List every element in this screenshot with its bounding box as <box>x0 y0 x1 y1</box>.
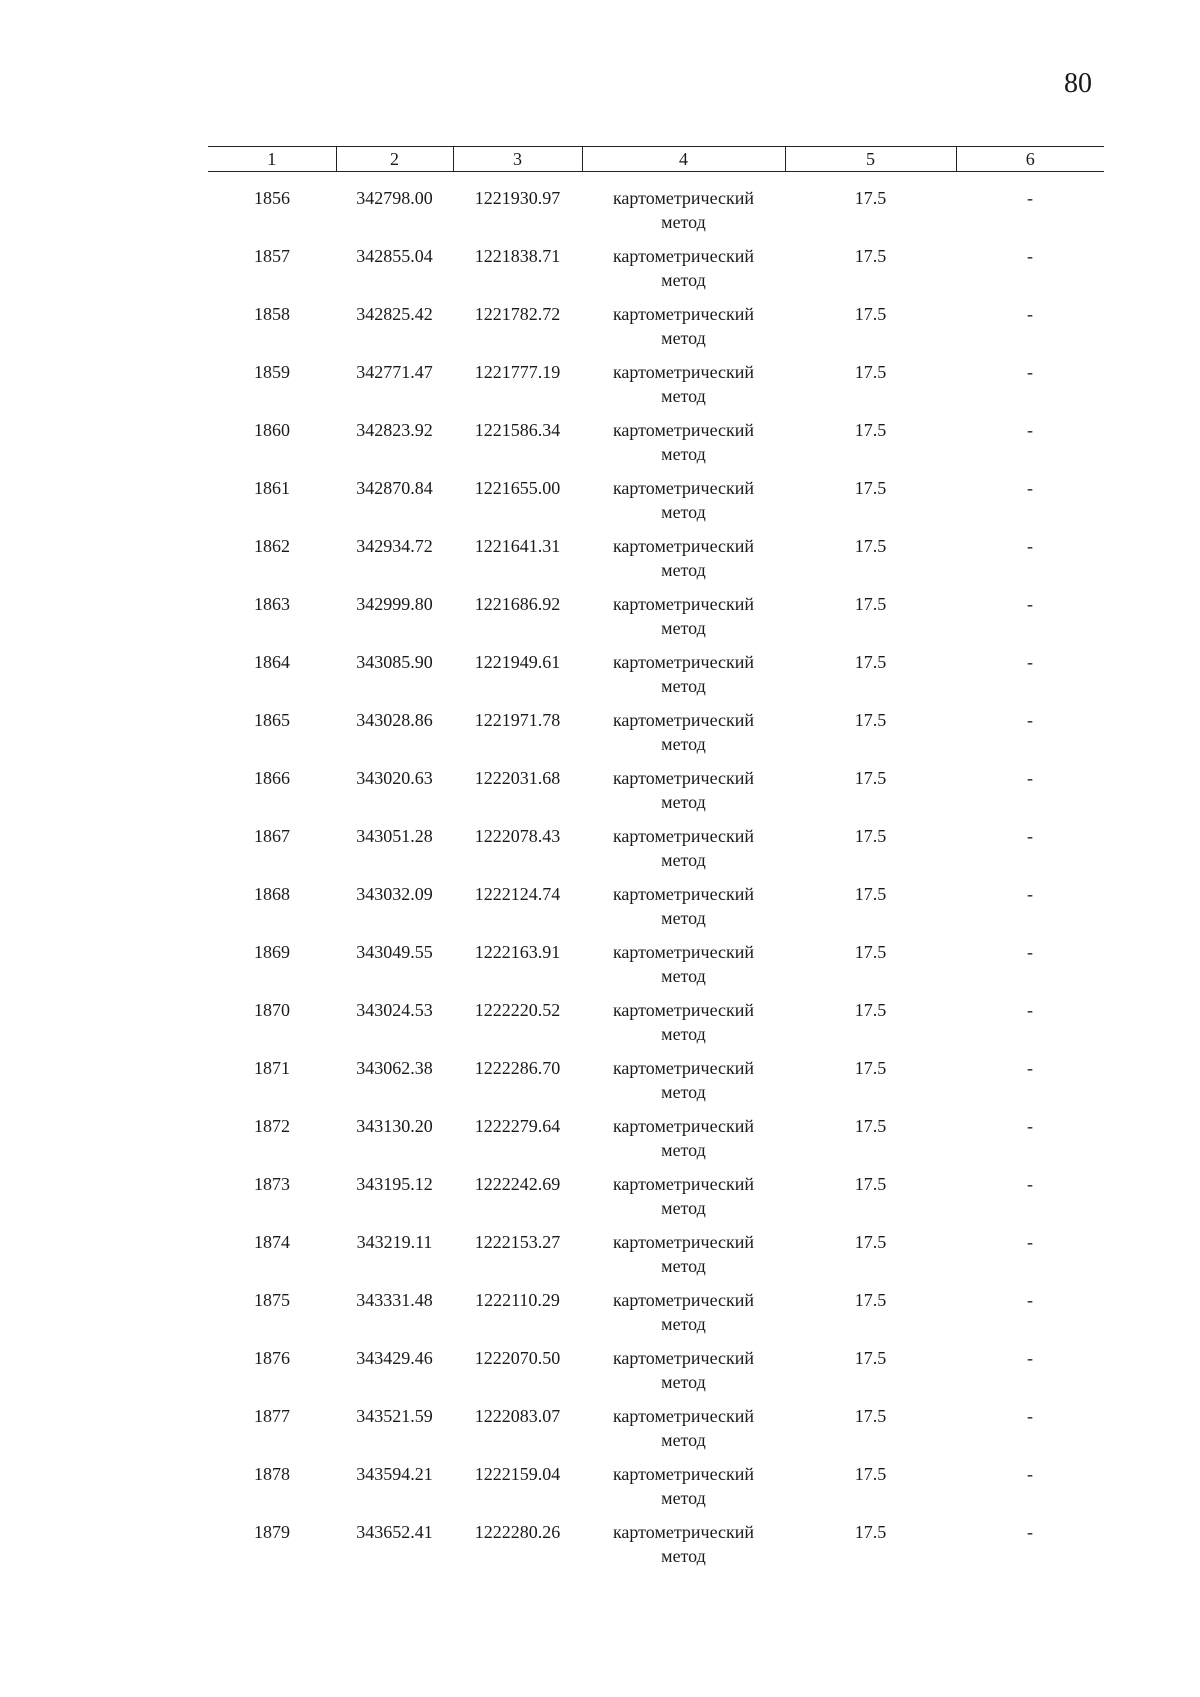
method-cell <box>582 1288 785 1346</box>
method-line-1: картометрический <box>612 188 755 208</box>
note-cell: - <box>1027 768 1033 788</box>
accuracy-cell: 17.5 <box>854 652 887 672</box>
table-row <box>208 1056 1104 1114</box>
y-coordinate-cell: 1222286.70 <box>474 1058 561 1078</box>
table-row <box>208 708 1104 766</box>
x-coordinate-cell: 342934.72 <box>356 536 433 556</box>
column-header-1: 1 <box>208 147 336 172</box>
table-row <box>208 1288 1104 1346</box>
x-coordinate-cell: 342771.47 <box>356 362 433 382</box>
column-header-3: 3 <box>453 147 582 172</box>
x-coordinate-cell: 342825.42 <box>356 304 433 324</box>
point-number-cell: 1879 <box>254 1522 290 1542</box>
x-coordinate-cell: 343020.63 <box>356 768 433 788</box>
accuracy-cell: 17.5 <box>854 594 887 614</box>
point-number-cell: 1865 <box>254 710 290 730</box>
table-row <box>208 534 1104 592</box>
method-cell <box>582 1172 785 1230</box>
page-number: 80 <box>1064 68 1092 99</box>
method-line-2: метод <box>661 212 706 232</box>
table-row <box>208 1404 1104 1462</box>
point-number-cell: 1875 <box>254 1290 290 1310</box>
method-cell <box>582 1520 785 1578</box>
accuracy-cell: 17.5 <box>854 304 887 324</box>
method-cell <box>582 1230 785 1288</box>
x-coordinate-cell: 343195.12 <box>356 1174 433 1194</box>
accuracy-cell: 17.5 <box>854 362 887 382</box>
table-body <box>208 172 1104 1579</box>
table-row <box>208 1230 1104 1288</box>
method-line-2: метод <box>661 966 706 986</box>
method-cell <box>582 302 785 360</box>
table-row <box>208 1520 1104 1578</box>
y-coordinate-cell: 1222159.04 <box>474 1464 561 1484</box>
x-coordinate-cell: 343331.48 <box>356 1290 433 1310</box>
method-cell <box>582 766 785 824</box>
method-line-1: картометрический <box>612 1000 755 1020</box>
point-number-cell: 1857 <box>254 246 290 266</box>
table-row <box>208 302 1104 360</box>
method-line-2: метод <box>661 618 706 638</box>
note-cell: - <box>1027 1174 1033 1194</box>
y-coordinate-cell: 1222280.26 <box>474 1522 561 1542</box>
y-coordinate-cell: 1221930.97 <box>474 188 561 208</box>
method-line-2: метод <box>661 1082 706 1102</box>
point-number-cell: 1862 <box>254 536 290 556</box>
table-row <box>208 998 1104 1056</box>
note-cell: - <box>1027 1232 1033 1252</box>
table-row <box>208 940 1104 998</box>
x-coordinate-cell: 343024.53 <box>356 1000 433 1020</box>
method-cell <box>582 534 785 592</box>
method-line-1: картометрический <box>612 826 755 846</box>
note-cell: - <box>1027 1522 1033 1542</box>
point-number-cell: 1864 <box>254 652 290 672</box>
method-line-1: картометрический <box>612 246 755 266</box>
note-cell: - <box>1027 188 1033 208</box>
method-line-1: картометрический <box>612 1522 755 1542</box>
method-line-2: метод <box>661 386 706 406</box>
method-line-2: метод <box>661 676 706 696</box>
x-coordinate-cell: 343028.86 <box>356 710 433 730</box>
column-header-2: 2 <box>336 147 453 172</box>
note-cell: - <box>1027 1116 1033 1136</box>
note-cell: - <box>1027 362 1033 382</box>
accuracy-cell: 17.5 <box>854 420 887 440</box>
note-cell: - <box>1027 652 1033 672</box>
point-number-cell: 1860 <box>254 420 290 440</box>
note-cell: - <box>1027 420 1033 440</box>
x-coordinate-cell: 342870.84 <box>356 478 433 498</box>
x-coordinate-cell: 343032.09 <box>356 884 433 904</box>
method-line-1: картометрический <box>612 884 755 904</box>
method-line-2: метод <box>661 908 706 928</box>
y-coordinate-cell: 1222220.52 <box>474 1000 561 1020</box>
method-line-1: картометрический <box>612 1406 755 1426</box>
method-line-2: метод <box>661 850 706 870</box>
method-line-2: метод <box>661 1314 706 1334</box>
method-cell <box>582 1114 785 1172</box>
accuracy-cell: 17.5 <box>854 478 887 498</box>
method-line-2: метод <box>661 1488 706 1508</box>
y-coordinate-cell: 1221782.72 <box>474 304 561 324</box>
method-line-2: метод <box>661 734 706 754</box>
accuracy-cell: 17.5 <box>854 1464 887 1484</box>
method-line-1: картометрический <box>612 594 755 614</box>
method-line-2: метод <box>661 560 706 580</box>
note-cell: - <box>1027 246 1033 266</box>
method-cell <box>582 360 785 418</box>
column-header-6: 6 <box>956 147 1104 172</box>
method-cell <box>582 1346 785 1404</box>
method-cell <box>582 244 785 302</box>
point-number-cell: 1868 <box>254 884 290 904</box>
method-cell <box>582 824 785 882</box>
accuracy-cell: 17.5 <box>854 710 887 730</box>
method-line-2: метод <box>661 792 706 812</box>
column-header-5: 5 <box>785 147 956 172</box>
table-row <box>208 418 1104 476</box>
y-coordinate-cell: 1221777.19 <box>474 362 561 382</box>
method-cell <box>582 418 785 476</box>
table-row <box>208 592 1104 650</box>
point-number-cell: 1874 <box>254 1232 290 1252</box>
table-row <box>208 824 1104 882</box>
method-line-2: метод <box>661 1256 706 1276</box>
x-coordinate-cell: 342798.00 <box>356 188 433 208</box>
accuracy-cell: 17.5 <box>854 1348 887 1368</box>
accuracy-cell: 17.5 <box>854 1522 887 1542</box>
note-cell: - <box>1027 536 1033 556</box>
method-line-2: метод <box>661 502 706 522</box>
accuracy-cell: 17.5 <box>854 1116 887 1136</box>
point-number-cell: 1873 <box>254 1174 290 1194</box>
note-cell: - <box>1027 884 1033 904</box>
accuracy-cell: 17.5 <box>854 1174 887 1194</box>
y-coordinate-cell: 1222083.07 <box>474 1406 561 1426</box>
method-cell <box>582 172 785 245</box>
column-header-4: 4 <box>582 147 785 172</box>
y-coordinate-cell: 1221586.34 <box>474 420 561 440</box>
method-line-1: картометрический <box>612 1290 755 1310</box>
method-cell <box>582 998 785 1056</box>
method-line-1: картометрический <box>612 478 755 498</box>
method-line-1: картометрический <box>612 420 755 440</box>
table-row <box>208 360 1104 418</box>
note-cell: - <box>1027 826 1033 846</box>
x-coordinate-cell: 342855.04 <box>356 246 433 266</box>
x-coordinate-cell: 343085.90 <box>356 652 433 672</box>
table-row <box>208 766 1104 824</box>
x-coordinate-cell: 342823.92 <box>356 420 433 440</box>
accuracy-cell: 17.5 <box>854 536 887 556</box>
point-number-cell: 1861 <box>254 478 290 498</box>
method-cell <box>582 592 785 650</box>
accuracy-cell: 17.5 <box>854 1000 887 1020</box>
note-cell: - <box>1027 1406 1033 1426</box>
method-line-1: картометрический <box>612 1464 755 1484</box>
method-line-2: метод <box>661 1198 706 1218</box>
y-coordinate-cell: 1222153.27 <box>474 1232 561 1252</box>
y-coordinate-cell: 1221949.61 <box>474 652 561 672</box>
method-line-1: картометрический <box>612 1348 755 1368</box>
x-coordinate-cell: 343062.38 <box>356 1058 433 1078</box>
method-line-1: картометрический <box>612 1058 755 1078</box>
method-line-2: метод <box>661 1024 706 1044</box>
y-coordinate-cell: 1221655.00 <box>474 478 561 498</box>
x-coordinate-cell: 343130.20 <box>356 1116 433 1136</box>
y-coordinate-cell: 1221641.31 <box>474 536 561 556</box>
note-cell: - <box>1027 1290 1033 1310</box>
method-cell <box>582 708 785 766</box>
method-line-1: картометрический <box>612 304 755 324</box>
point-number-cell: 1866 <box>254 768 290 788</box>
accuracy-cell: 17.5 <box>854 1232 887 1252</box>
coordinates-table <box>208 146 1104 1578</box>
table-row <box>208 1346 1104 1404</box>
y-coordinate-cell: 1222124.74 <box>474 884 561 904</box>
table-row <box>208 1172 1104 1230</box>
y-coordinate-cell: 1222070.50 <box>474 1348 561 1368</box>
point-number-cell: 1869 <box>254 942 290 962</box>
table-row <box>208 476 1104 534</box>
note-cell: - <box>1027 1348 1033 1368</box>
note-cell: - <box>1027 710 1033 730</box>
method-line-1: картометрический <box>612 1232 755 1252</box>
table-header <box>208 147 1104 172</box>
accuracy-cell: 17.5 <box>854 942 887 962</box>
method-line-2: метод <box>661 328 706 348</box>
point-number-cell: 1877 <box>254 1406 290 1426</box>
method-line-1: картометрический <box>612 536 755 556</box>
method-line-2: метод <box>661 1372 706 1392</box>
point-number-cell: 1878 <box>254 1464 290 1484</box>
method-cell <box>582 882 785 940</box>
method-line-2: метод <box>661 1140 706 1160</box>
y-coordinate-cell: 1221838.71 <box>474 246 561 266</box>
table-row <box>208 650 1104 708</box>
point-number-cell: 1859 <box>254 362 290 382</box>
method-line-1: картометрический <box>612 1174 755 1194</box>
y-coordinate-cell: 1221686.92 <box>474 594 561 614</box>
note-cell: - <box>1027 1464 1033 1484</box>
note-cell: - <box>1027 942 1033 962</box>
accuracy-cell: 17.5 <box>854 1058 887 1078</box>
table-row <box>208 1462 1104 1520</box>
note-cell: - <box>1027 478 1033 498</box>
accuracy-cell: 17.5 <box>854 826 887 846</box>
point-number-cell: 1863 <box>254 594 290 614</box>
accuracy-cell: 17.5 <box>854 768 887 788</box>
table-row <box>208 244 1104 302</box>
x-coordinate-cell: 342999.80 <box>356 594 433 614</box>
y-coordinate-cell: 1221971.78 <box>474 710 561 730</box>
method-line-1: картометрический <box>612 652 755 672</box>
method-line-1: картометрический <box>612 768 755 788</box>
y-coordinate-cell: 1222279.64 <box>474 1116 561 1136</box>
method-line-2: метод <box>661 1546 706 1566</box>
note-cell: - <box>1027 594 1033 614</box>
method-line-1: картометрический <box>612 362 755 382</box>
method-cell <box>582 1056 785 1114</box>
method-cell <box>582 476 785 534</box>
method-cell <box>582 1462 785 1520</box>
method-line-1: картометрический <box>612 1116 755 1136</box>
method-line-1: картометрический <box>612 942 755 962</box>
table-row <box>208 1114 1104 1172</box>
point-number-cell: 1856 <box>254 188 290 208</box>
x-coordinate-cell: 343594.21 <box>356 1464 433 1484</box>
x-coordinate-cell: 343521.59 <box>356 1406 433 1426</box>
accuracy-cell: 17.5 <box>854 884 887 904</box>
y-coordinate-cell: 1222242.69 <box>474 1174 561 1194</box>
table-row <box>208 882 1104 940</box>
y-coordinate-cell: 1222031.68 <box>474 768 561 788</box>
x-coordinate-cell: 343051.28 <box>356 826 433 846</box>
method-line-1: картометрический <box>612 710 755 730</box>
point-number-cell: 1872 <box>254 1116 290 1136</box>
method-cell <box>582 940 785 998</box>
accuracy-cell: 17.5 <box>854 246 887 266</box>
header-row <box>208 147 1104 172</box>
y-coordinate-cell: 1222163.91 <box>474 942 561 962</box>
accuracy-cell: 17.5 <box>854 1406 887 1426</box>
method-line-2: метод <box>661 270 706 290</box>
x-coordinate-cell: 343429.46 <box>356 1348 433 1368</box>
point-number-cell: 1871 <box>254 1058 290 1078</box>
point-number-cell: 1876 <box>254 1348 290 1368</box>
method-cell <box>582 650 785 708</box>
point-number-cell: 1870 <box>254 1000 290 1020</box>
x-coordinate-cell: 343049.55 <box>356 942 433 962</box>
note-cell: - <box>1027 1058 1033 1078</box>
accuracy-cell: 17.5 <box>854 1290 887 1310</box>
point-number-cell: 1867 <box>254 826 290 846</box>
x-coordinate-cell: 343652.41 <box>356 1522 433 1542</box>
method-line-2: метод <box>661 1430 706 1450</box>
method-cell <box>582 1404 785 1462</box>
coordinates-table-wrapper <box>208 146 1104 1578</box>
x-coordinate-cell: 343219.11 <box>356 1232 433 1252</box>
note-cell: - <box>1027 304 1033 324</box>
accuracy-cell: 17.5 <box>854 188 887 208</box>
method-line-2: метод <box>661 444 706 464</box>
note-cell: - <box>1027 1000 1033 1020</box>
y-coordinate-cell: 1222110.29 <box>475 1290 560 1310</box>
y-coordinate-cell: 1222078.43 <box>474 826 561 846</box>
table-row <box>208 172 1104 245</box>
point-number-cell: 1858 <box>254 304 290 324</box>
